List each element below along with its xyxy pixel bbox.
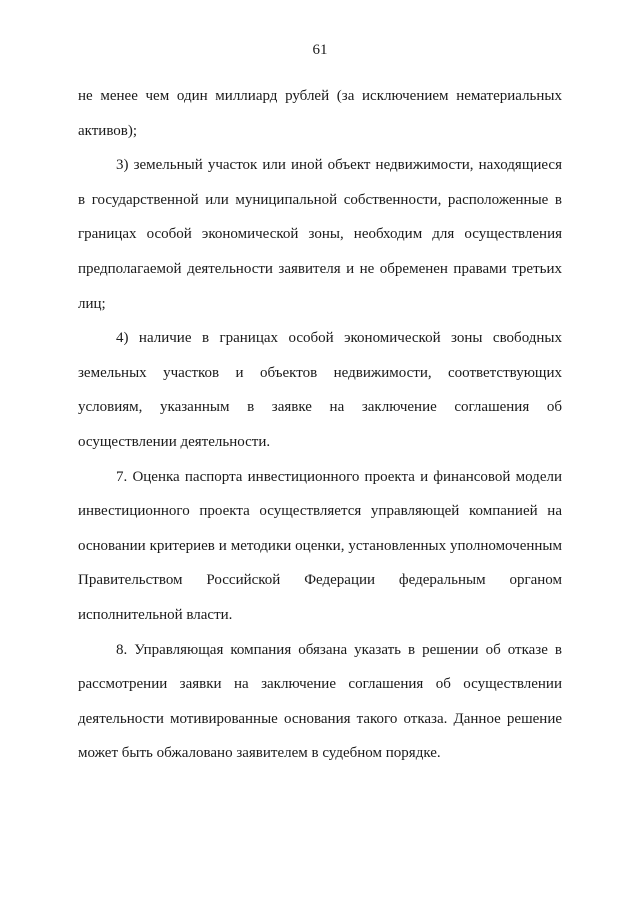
page-number: 61	[312, 42, 328, 58]
paragraph-section-8: 8. Управляющая компания обязана указать в решении об отказе в рассмотрении заявки на заключение соглашения об осуществлении деятельности мотивированные основания такого отказа. Данное решение может быть обжаловано заявителем в судебном порядке.	[78, 641, 562, 762]
paragraph-continuation: не менее чем один миллиард рублей (за исключением нематериальных активов);	[78, 88, 562, 139]
paragraph-section-7: 7. Оценка паспорта инвестиционного проекта и финансовой модели инвестиционного проекта осуществляется управляющей компанией на основании критериев и методики оценки, установленных уполномоченным Правительством Российской Федерации федеральным органом исполнительной власти.	[78, 468, 562, 623]
document-body	[78, 79, 562, 771]
paragraph-item-4: 4) наличие в границах особой экономической зоны свободных земельных участков и объектов недвижимости, соответствующих условиям, указанным в заявке на заключение соглашения об осуществлении деятельности.	[78, 330, 562, 450]
paragraph-item-3: 3) земельный участок или иной объект недвижимости, находящиеся в государственной или муниципальной собственности, расположенные в границах особой экономической зоны, необходим для осуществления предполагаемой деятельности заявителя и не обременен правами третьих лиц;	[78, 157, 562, 312]
